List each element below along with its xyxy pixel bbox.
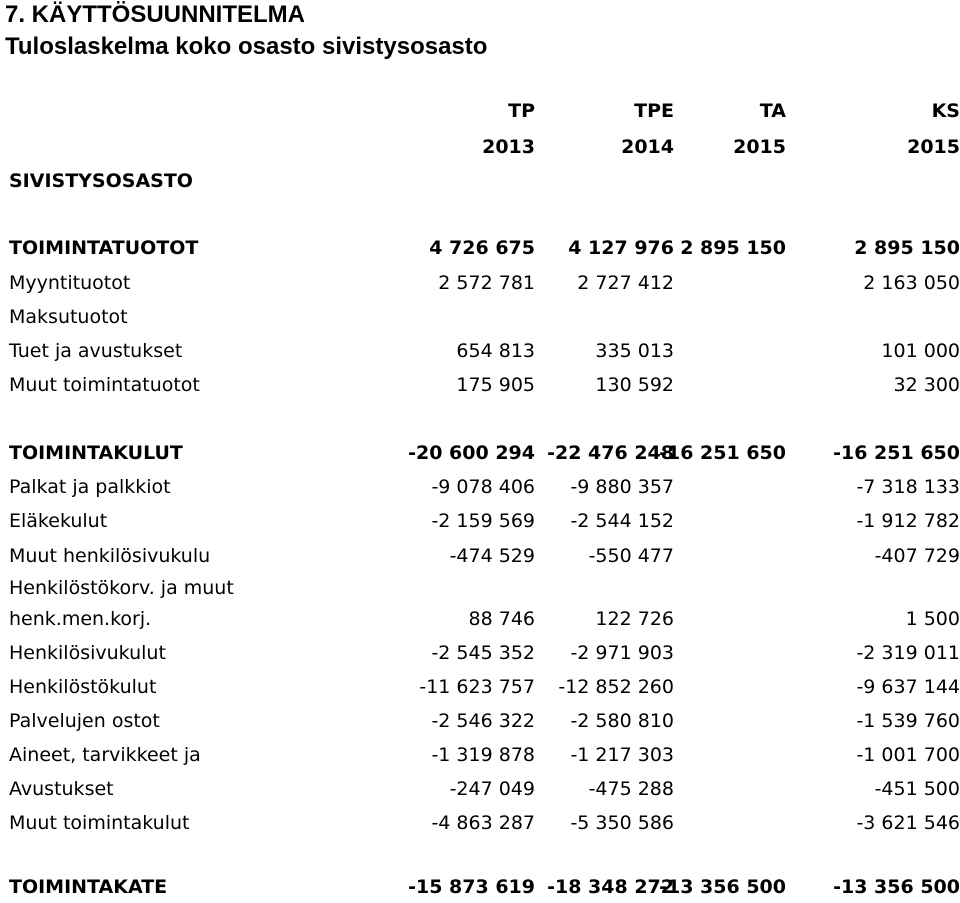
cell-tp: -247 049: [449, 778, 535, 800]
table-row: [0, 471, 960, 503]
row-label: Henkilösivukulut: [9, 642, 166, 664]
cell-ks: 32 300: [893, 374, 960, 396]
cell-tpe: -2 580 810: [570, 710, 674, 732]
cell-ta: -13 356 500: [659, 876, 786, 898]
row-label: TOIMINTAKULUT: [9, 442, 183, 464]
cell-ks: 1 500: [905, 608, 960, 630]
cell-tpe: -2 544 152: [570, 510, 674, 532]
table-row: [0, 505, 960, 537]
column-code-ta: TA: [759, 100, 786, 122]
column-code-tpe: TPE: [634, 100, 674, 122]
column-year-ks: 2015: [907, 136, 960, 158]
document-subtitle: Tuloslaskelma koko osasto sivistysosasto: [5, 33, 488, 60]
cell-tpe: 4 127 976: [568, 237, 674, 259]
cell-tp: -11 623 757: [419, 676, 535, 698]
cell-tp: -9 078 406: [431, 476, 535, 498]
document-title: 7. KÄYTTÖSUUNNITELMA: [5, 1, 305, 28]
column-code-tp: TP: [508, 100, 535, 122]
cell-tp: -2 545 352: [431, 642, 535, 664]
cell-tpe: -2 971 903: [570, 642, 674, 664]
cell-ks: -16 251 650: [833, 442, 960, 464]
cell-tpe: 2 727 412: [577, 272, 674, 294]
cell-tp: -15 873 619: [408, 876, 535, 898]
table-row: [0, 267, 960, 299]
table-row-total: [0, 871, 960, 903]
cell-tpe: -12 852 260: [558, 676, 674, 698]
row-label: Avustukset: [9, 778, 114, 800]
row-label: Eläkekulut: [9, 510, 108, 532]
row-label: Muut henkilösivukulu: [9, 545, 211, 567]
row-label: Myyntituotot: [9, 272, 131, 294]
row-label: Henkilöstökulut: [9, 676, 157, 698]
row-label-line1: Henkilöstökorv. ja muut: [9, 577, 234, 599]
cell-tp: 88 746: [468, 608, 535, 630]
cell-tpe: -22 476 248: [547, 442, 674, 464]
cell-ks: 2 895 150: [854, 237, 960, 259]
cell-ks: -407 729: [874, 545, 960, 567]
cell-tp: 2 572 781: [438, 272, 535, 294]
column-year-tpe: 2014: [621, 136, 674, 158]
row-label: Tuet ja avustukset: [9, 340, 183, 362]
row-label: Aineet, tarvikkeet ja: [9, 744, 201, 766]
table-row: [0, 705, 960, 737]
row-label: Maksutuotot: [9, 306, 128, 328]
row-label: henk.men.korj.: [9, 608, 152, 630]
cell-tpe: -550 477: [588, 545, 674, 567]
row-label: TOIMINTAKATE: [9, 876, 168, 898]
cell-ks: -1 912 782: [856, 510, 960, 532]
cell-tpe: 130 592: [595, 374, 674, 396]
cell-tpe: -9 880 357: [570, 476, 674, 498]
cell-ks: -451 500: [874, 778, 960, 800]
cell-ks: -1 539 760: [856, 710, 960, 732]
cell-tpe: -475 288: [588, 778, 674, 800]
cell-ks: -1 001 700: [856, 744, 960, 766]
cell-tpe: -5 350 586: [570, 812, 674, 834]
row-label: Palvelujen ostot: [9, 710, 160, 732]
table-row: [0, 335, 960, 367]
cell-ks: -7 318 133: [856, 476, 960, 498]
row-label: Palkat ja palkkiot: [9, 476, 171, 498]
cell-tp: -2 546 322: [431, 710, 535, 732]
row-label: Muut toimintatuotot: [9, 374, 200, 396]
cell-tpe: 122 726: [595, 608, 674, 630]
cell-tpe: -18 348 272: [547, 876, 674, 898]
column-year-tp: 2013: [482, 136, 535, 158]
column-year-ta: 2015: [733, 136, 786, 158]
cell-ks: -9 637 144: [856, 676, 960, 698]
table-row: [0, 232, 960, 264]
cell-tp: 175 905: [456, 374, 535, 396]
cell-ks: -3 621 546: [856, 812, 960, 834]
table-row: [0, 739, 960, 771]
cell-tp: -1 319 878: [431, 744, 535, 766]
cell-tp: -4 863 287: [431, 812, 535, 834]
cell-tp: 654 813: [456, 340, 535, 362]
cell-tp: -474 529: [449, 545, 535, 567]
table-row: [0, 807, 960, 839]
table-row: [0, 637, 960, 669]
cell-tp: -2 159 569: [431, 510, 535, 532]
row-label: TOIMINTATUOTOT: [9, 237, 199, 259]
table-row: [0, 301, 960, 333]
cell-ks: 101 000: [881, 340, 960, 362]
table-row: [0, 773, 960, 805]
cell-ks: 2 163 050: [863, 272, 960, 294]
cell-tp: 4 726 675: [429, 237, 535, 259]
cell-ks: -2 319 011: [856, 642, 960, 664]
section-label: SIVISTYSOSASTO: [9, 170, 193, 192]
table-row: [0, 540, 960, 572]
cell-ks: -13 356 500: [833, 876, 960, 898]
cell-tp: -20 600 294: [408, 442, 535, 464]
cell-tpe: 335 013: [595, 340, 674, 362]
column-code-ks: KS: [931, 100, 960, 122]
table-row: [0, 369, 960, 401]
table-row: [0, 671, 960, 703]
row-label: Muut toimintakulut: [9, 812, 190, 834]
cell-ta: -16 251 650: [659, 442, 786, 464]
cell-ta: 2 895 150: [680, 237, 786, 259]
table-row: [0, 437, 960, 469]
table-row: [0, 603, 960, 635]
cell-tpe: -1 217 303: [570, 744, 674, 766]
